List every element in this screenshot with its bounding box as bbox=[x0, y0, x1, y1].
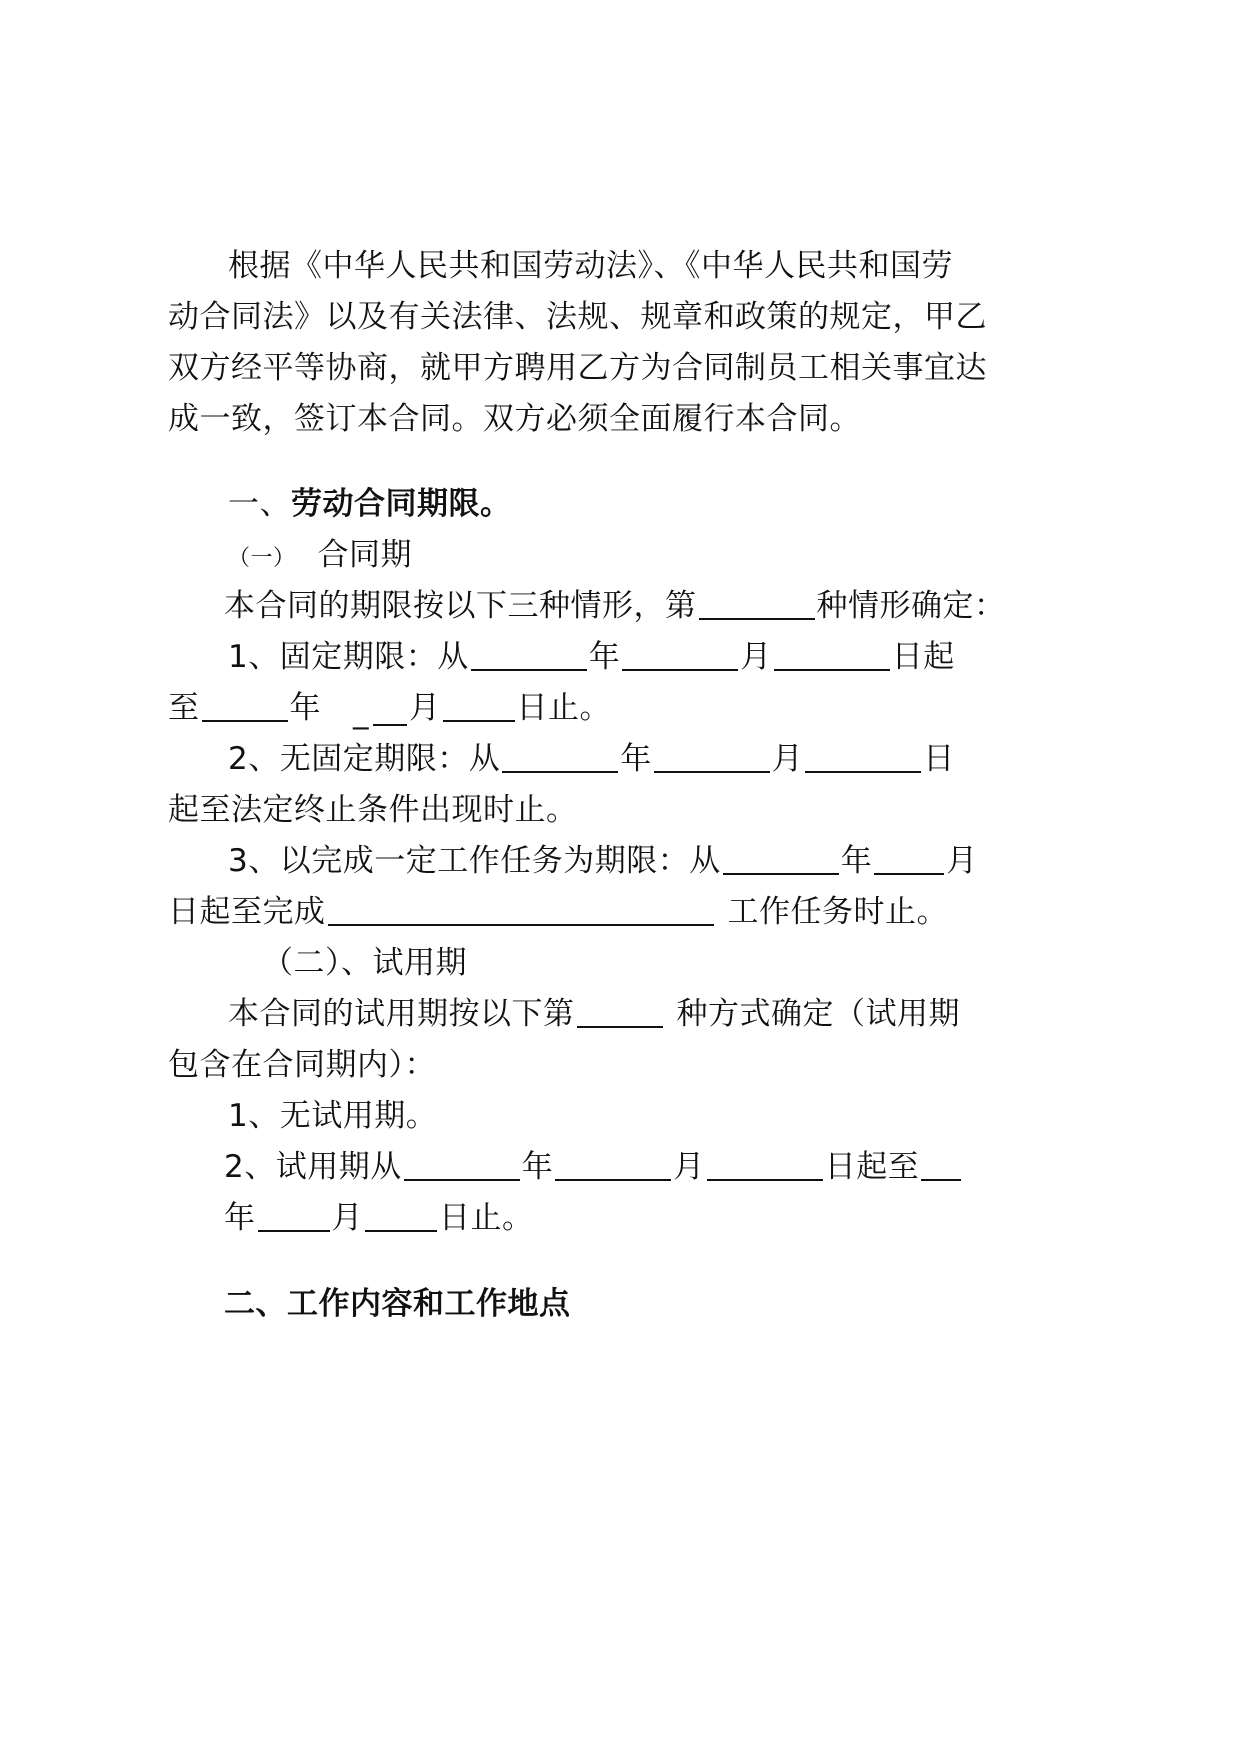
section-1-number: 一、 bbox=[228, 486, 291, 522]
probation-option-2-line-2 bbox=[224, 1198, 534, 1238]
probation-end-year-blank[interactable] bbox=[921, 1149, 961, 1181]
task-term-end-text: 工作任务时止。 bbox=[727, 894, 948, 930]
intro-line-4: 成一致，签订本合同。双方必须全面履行本合同。 bbox=[168, 401, 861, 437]
year-label: 年 bbox=[521, 1149, 554, 1185]
year-label: 年 bbox=[840, 843, 873, 879]
intro-line-1: 根据《中华人民共和国劳动法》、《中华人民共和国劳 bbox=[228, 248, 953, 284]
fixed-start-day-blank[interactable] bbox=[774, 639, 890, 671]
end-label: 日止。 bbox=[516, 690, 611, 726]
from-label: 日起 bbox=[891, 639, 955, 675]
to-label: 至 bbox=[168, 690, 200, 726]
probation-start-month-blank[interactable] bbox=[555, 1149, 671, 1181]
task-description-blank[interactable] bbox=[328, 894, 714, 926]
probation-end-month-blank[interactable] bbox=[258, 1200, 330, 1232]
intro-line-3: 双方经平等协商，就甲方聘用乙方为合同制员工相关事宜达 bbox=[168, 350, 987, 386]
probation-option-2-label: 2、试用期从 bbox=[224, 1149, 402, 1185]
day-label: 日 bbox=[923, 741, 955, 777]
subsection-1-title: 合同期 bbox=[317, 537, 413, 573]
probation-start-year-blank[interactable] bbox=[404, 1149, 520, 1181]
fixed-start-month-blank[interactable] bbox=[622, 639, 738, 671]
probation-option-2-line-1 bbox=[224, 1147, 963, 1187]
section-1-heading bbox=[228, 484, 512, 524]
year-label: 年 bbox=[620, 741, 652, 777]
intro-line-2: 动合同法》以及有关法律、法规、规章和政策的规定，甲乙 bbox=[168, 299, 987, 335]
month-label: 月 bbox=[409, 690, 441, 726]
open-start-month-blank[interactable] bbox=[654, 741, 770, 773]
probation-intro-suffix: 种方式确定（试用期 bbox=[676, 996, 960, 1032]
probation-choice-blank[interactable] bbox=[577, 996, 663, 1028]
fixed-end-day-blank[interactable] bbox=[443, 690, 515, 722]
end-label: 日止。 bbox=[439, 1200, 534, 1236]
month-label: 月 bbox=[946, 843, 978, 879]
year-label: 年 bbox=[224, 1200, 256, 1236]
open-start-day-blank[interactable] bbox=[805, 741, 921, 773]
year-label: 年 bbox=[289, 690, 321, 726]
fixed-end-year-blank[interactable] bbox=[202, 690, 288, 722]
term-intro bbox=[224, 586, 1006, 626]
fixed-term-label: 1、固定期限：从 bbox=[228, 639, 469, 675]
open-term-label: 2、无固定期限：从 bbox=[228, 741, 501, 777]
task-term-line-1 bbox=[228, 841, 978, 881]
from-to-label: 日起至 bbox=[824, 1149, 920, 1185]
probation-intro-line-2: 包含在合同期内）： bbox=[168, 1047, 436, 1083]
task-term-label: 3、以完成一定工作任务为期限：从 bbox=[228, 843, 721, 879]
subsection-1-heading bbox=[228, 535, 412, 579]
open-term-line-1 bbox=[228, 739, 955, 779]
month-label: 月 bbox=[331, 1200, 363, 1236]
task-start-year-blank[interactable] bbox=[723, 843, 839, 875]
term-intro-suffix: 种情形确定： bbox=[816, 588, 1006, 624]
open-term-line-2: 起至法定终止条件出现时止。 bbox=[168, 792, 578, 828]
task-term-start-text: 日起至完成 bbox=[168, 894, 326, 930]
open-start-year-blank[interactable] bbox=[502, 741, 618, 773]
fixed-term-line-1 bbox=[228, 637, 955, 677]
task-term-line-2 bbox=[168, 892, 948, 932]
month-label: 月 bbox=[740, 639, 772, 675]
underscore-mark: _ bbox=[353, 694, 369, 730]
probation-end-day-blank[interactable] bbox=[365, 1200, 437, 1232]
probation-start-day-blank[interactable] bbox=[707, 1149, 823, 1181]
fixed-start-year-blank[interactable] bbox=[471, 639, 587, 671]
probation-intro bbox=[228, 994, 960, 1034]
section-1-title: 劳动合同期限。 bbox=[291, 486, 512, 522]
month-label: 月 bbox=[673, 1149, 705, 1185]
term-intro-text: 本合同的期限按以下三种情形，第 bbox=[224, 588, 697, 624]
term-choice-blank[interactable] bbox=[699, 588, 815, 620]
probation-option-1: 1、无试用期。 bbox=[228, 1098, 438, 1134]
subsection-1-number: （一） bbox=[228, 546, 296, 571]
fixed-term-line-2 bbox=[168, 688, 611, 728]
subsection-2-heading: （二）、试用期 bbox=[262, 945, 467, 981]
task-start-month-blank[interactable] bbox=[874, 843, 944, 875]
fixed-end-month-blank[interactable] bbox=[323, 692, 407, 730]
section-2-heading: 二、工作内容和工作地点 bbox=[224, 1286, 571, 1322]
month-label: 月 bbox=[771, 741, 804, 777]
year-label: 年 bbox=[588, 639, 621, 675]
probation-intro-text: 本合同的试用期按以下第 bbox=[228, 996, 575, 1032]
